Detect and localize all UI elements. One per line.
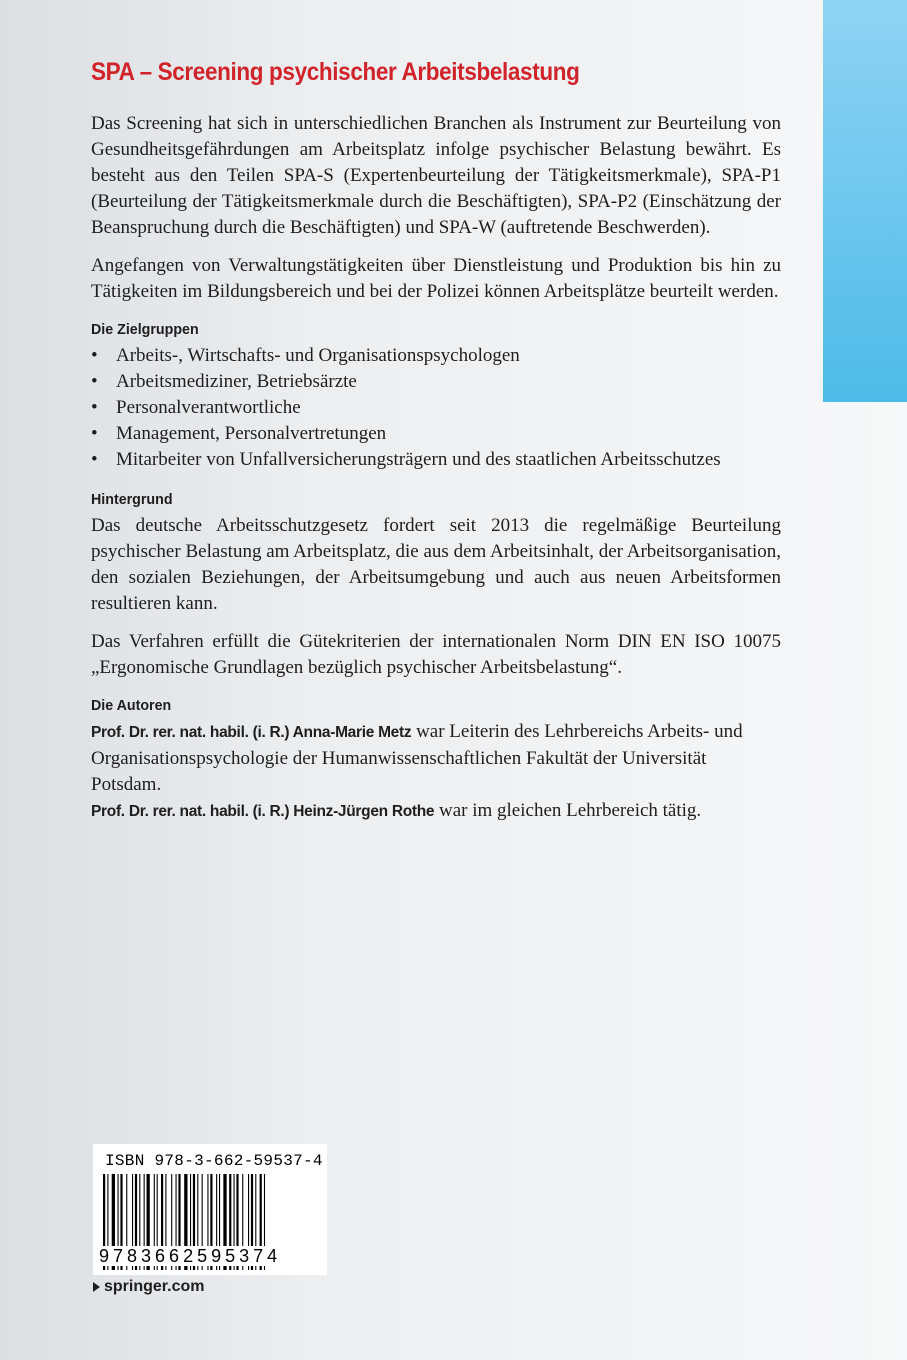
author-description: war Leiterin des Lehrbereichs Arbeits- und Organisationspsychologie der Humanwissenschaftlichen Fakultät der Universität Potsdam. <box>91 721 743 795</box>
barcode-digits: 9783662595374 <box>99 1246 282 1266</box>
target-groups-heading: Die Zielgruppen <box>91 321 199 338</box>
bullet-icon: • <box>91 397 98 418</box>
target-groups-list <box>91 343 781 473</box>
list-item: • Arbeitsmediziner, Betriebsärzte <box>91 369 781 395</box>
author-description: war im gleichen Lehrbereich tätig. <box>434 800 702 821</box>
publisher-link[interactable] <box>93 1278 204 1296</box>
intro-paragraph-1: Das Screening hat sich in unterschiedlichen Branchen als Instrument zur Beurteilung von Gesundheitsgefährdungen am Arbeitsplatz infolge psychischer Belastung bewährt. Es besteht aus den Teilen SPA-S (Expertenbeurteilung der Tätigkeitsmerkmale), SPA-P1 (Beurteilung der Tätigkeitsmerkmale durch die Beschäftigten), SPA-P2 (Einschätzung der Beanspruchung durch die Beschäftigten) und SPA-W (auftretende Beschwerden). <box>91 113 781 238</box>
list-item: • Management, Personalvertretungen <box>91 421 781 447</box>
background-heading: Hintergrund <box>91 491 173 508</box>
arrow-right-icon <box>93 1282 100 1292</box>
bullet-icon: • <box>91 371 98 392</box>
bullet-icon: • <box>91 449 98 470</box>
publisher-link-label: springer.com <box>104 1278 205 1295</box>
accent-bar <box>823 0 907 402</box>
authors-section <box>91 693 781 825</box>
bullet-icon: • <box>91 345 98 366</box>
isbn-barcode <box>93 1144 327 1275</box>
isbn-label: ISBN 978-3-662-59537-4 <box>105 1152 323 1170</box>
author-name: Prof. Dr. rer. nat. habil. (i. R.) Anna-Marie Metz <box>91 724 412 741</box>
book-title: SPA – Screening psychischer Arbeitsbelastung <box>91 58 580 86</box>
bullet-icon: • <box>91 423 98 444</box>
author-name: Prof. Dr. rer. nat. habil. (i. R.) Heinz-Jürgen Rothe <box>91 803 435 820</box>
author-entry-1 <box>91 719 781 798</box>
list-item: • Mitarbeiter von Unfallversicherungsträgern und des staatlichen Arbeitsschutzes <box>91 447 781 473</box>
authors-heading: Die Autoren <box>91 697 172 714</box>
author-entry-2 <box>91 798 781 825</box>
list-item: • Arbeits-, Wirtschafts- und Organisationspsychologen <box>91 343 781 369</box>
back-cover-text <box>91 58 781 825</box>
intro-paragraph-2: Angefangen von Verwaltungstätigkeiten über Dienstleistung und Produktion bis hin zu Tätigkeiten im Bildungsbereich und bei der Polizei können Arbeitsplätze beurteilt werden. <box>91 255 781 302</box>
background-paragraph-2: Das Verfahren erfüllt die Gütekriterien der internationalen Norm DIN EN ISO 10075 „Ergonomische Grundlagen bezüglich psychischer Arbeitsbelastung“. <box>91 631 781 678</box>
background-paragraph-1: Das deutsche Arbeitsschutzgesetz fordert seit 2013 die regelmäßige Beurteilung psychischer Belastung am Arbeitsplatz, die aus dem Arbeitsinhalt, der Arbeitsorganisation, den sozialen Beziehungen, der Arbeitsumgebung und auch aus neuen Arbeitsformen resultieren kann. <box>91 515 781 614</box>
list-item: • Personalverantwortliche <box>91 395 781 421</box>
